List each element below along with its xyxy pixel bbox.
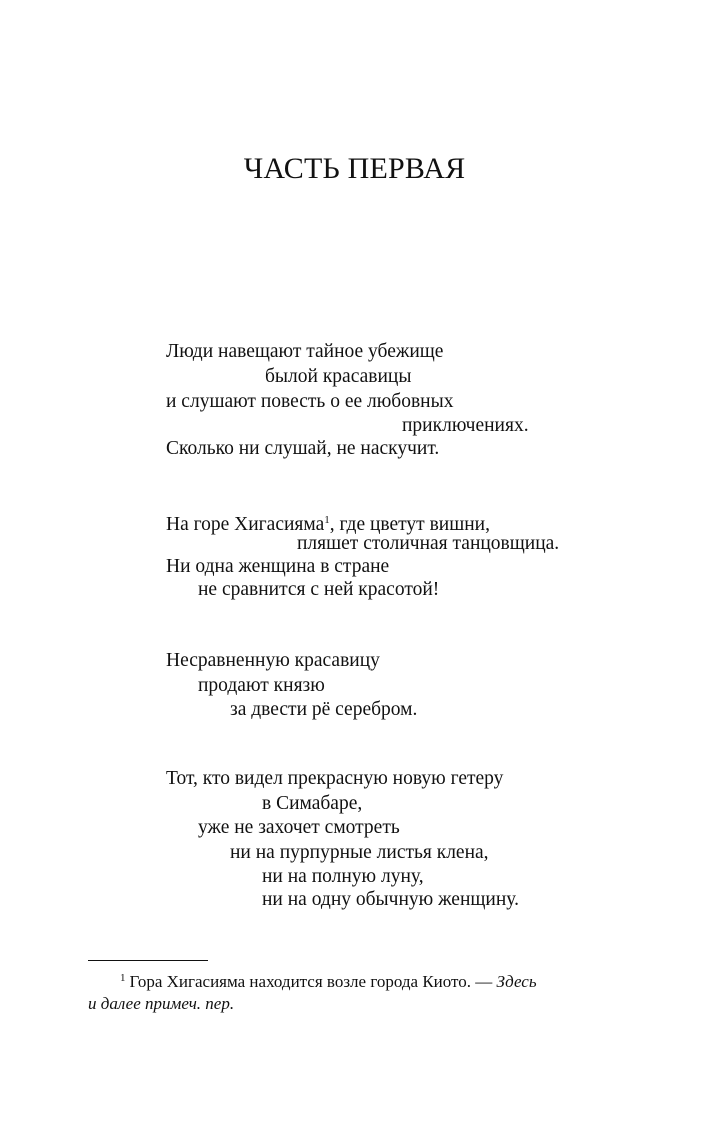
verse-line: Сколько ни слушай, не наскучит. [166, 438, 440, 459]
verse-line: пляшет столичная танцовщица. [297, 533, 560, 554]
footnote-italic: и далее примеч. пер. [88, 994, 235, 1013]
footnote-divider [88, 960, 208, 961]
verse-line: Люди навещают тайное убежище [166, 341, 444, 362]
verse-line: Тот, кто видел прекрасную новую гетеру [166, 768, 504, 789]
verse-line: не сравнится с ней красотой! [198, 579, 440, 600]
verse-line: ни на одну обычную женщину. [262, 889, 519, 910]
verse-text: , где цветут вишни, [329, 514, 490, 535]
footnote-mark: 1 [120, 972, 126, 984]
verse-line: былой красавицы [265, 366, 412, 387]
footnote-italic: Здесь [496, 972, 537, 991]
verse-line: ни на пурпурные листья клена, [230, 842, 489, 863]
verse-line: в Симабаре, [262, 793, 363, 814]
footnote-text: Гора Хигасияма находится возле города Киото. — [129, 972, 497, 991]
page-title: ЧАСТЬ ПЕРВАЯ [243, 152, 466, 185]
verse-line: Ни одна женщина в стране [166, 556, 390, 577]
verse-line: уже не захочет смотреть [198, 817, 400, 838]
footnote-line [88, 991, 234, 1016]
verse-text: На горе Хигасияма [166, 514, 325, 535]
verse-line: продают князю [198, 675, 325, 696]
verse-line: и слушают повесть о ее любовных [166, 391, 454, 412]
verse-line: Несравненную красавицу [166, 650, 380, 671]
footnote-reference[interactable]: 1 [324, 514, 330, 526]
footnote-line [120, 966, 537, 994]
verse-line: за двести рё серебром. [230, 699, 418, 720]
verse-line: ни на полную луну, [262, 866, 424, 887]
verse-line: приключениях. [402, 415, 529, 436]
